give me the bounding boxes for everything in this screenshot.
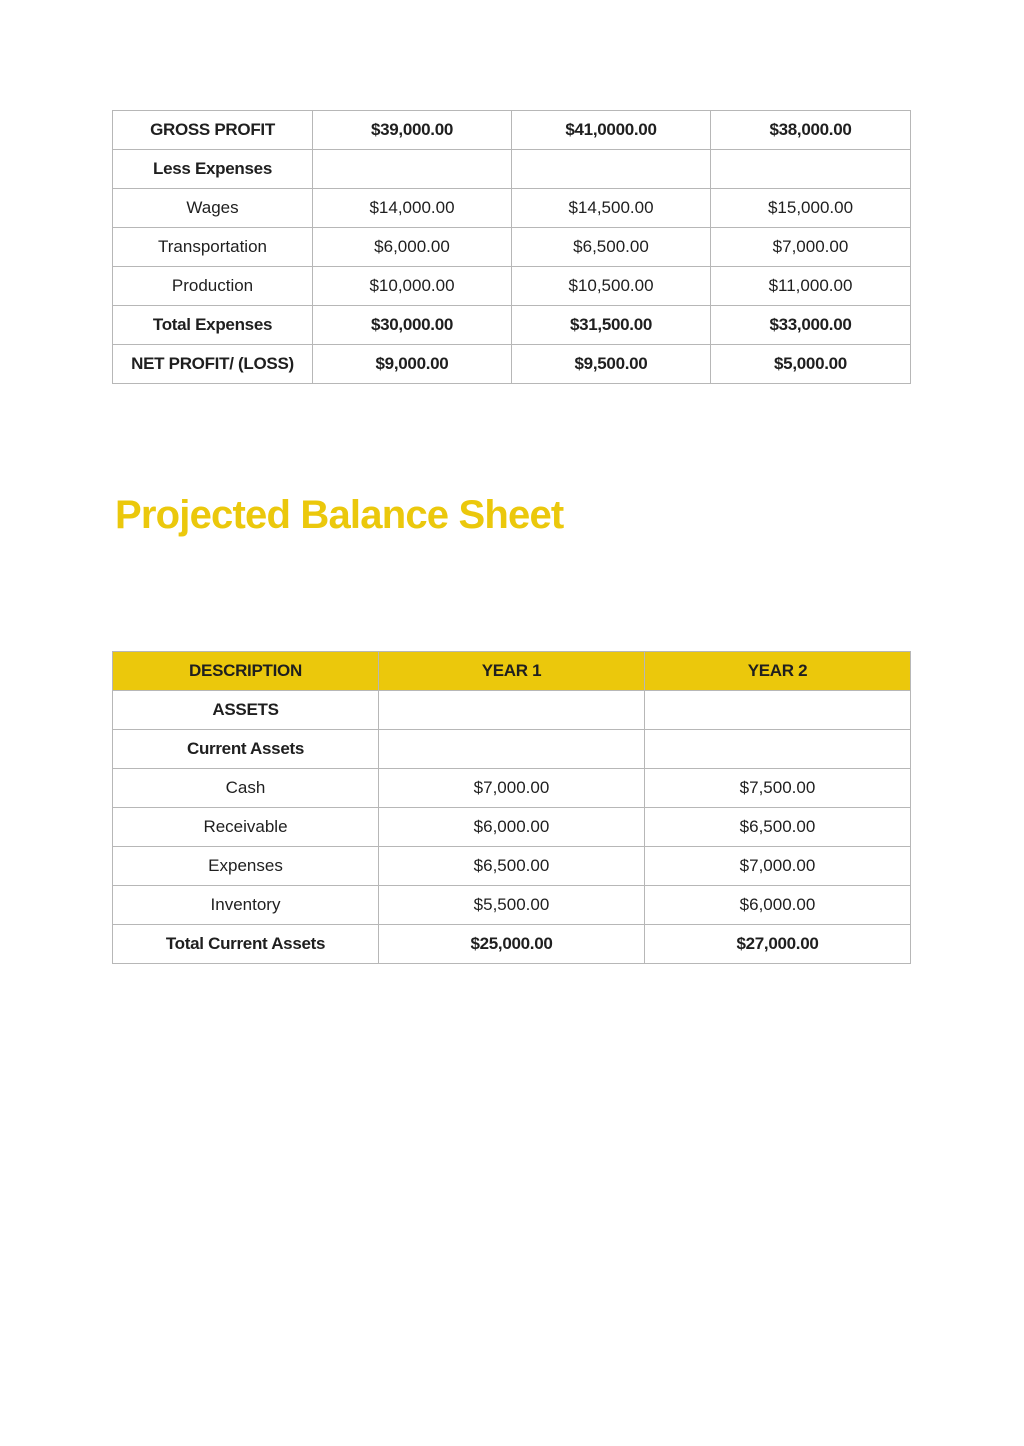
table-row xyxy=(113,267,911,306)
table-cell: $6,500.00 xyxy=(512,228,711,267)
table-row xyxy=(113,886,911,925)
row-label: Receivable xyxy=(113,808,379,847)
table-cell: $7,500.00 xyxy=(645,769,911,808)
table-cell: $6,000.00 xyxy=(313,228,512,267)
table-cell xyxy=(313,150,512,189)
table-cell xyxy=(645,691,911,730)
table-cell: $10,000.00 xyxy=(313,267,512,306)
row-label: Expenses xyxy=(113,847,379,886)
table-cell xyxy=(645,730,911,769)
table-cell: $15,000.00 xyxy=(711,189,911,228)
section-title: Projected Balance Sheet xyxy=(115,493,564,537)
table-cell: $7,000.00 xyxy=(645,847,911,886)
table-cell: $39,000.00 xyxy=(313,111,512,150)
table-cell: $33,000.00 xyxy=(711,306,911,345)
table-cell xyxy=(379,691,645,730)
table-row xyxy=(113,150,911,189)
table-row xyxy=(113,730,911,769)
row-label: Production xyxy=(113,267,313,306)
table-row xyxy=(113,769,911,808)
table-cell: $27,000.00 xyxy=(645,925,911,964)
table-cell: $30,000.00 xyxy=(313,306,512,345)
row-label: Less Expenses xyxy=(113,150,313,189)
table-cell: $7,000.00 xyxy=(711,228,911,267)
row-label: Total Current Assets xyxy=(113,925,379,964)
row-label: NET PROFIT/ (LOSS) xyxy=(113,345,313,384)
table-cell: $9,500.00 xyxy=(512,345,711,384)
row-label: Total Expenses xyxy=(113,306,313,345)
table-cell: $7,000.00 xyxy=(379,769,645,808)
table-row xyxy=(113,691,911,730)
table-cell: $6,500.00 xyxy=(645,808,911,847)
table-cell: $38,000.00 xyxy=(711,111,911,150)
row-label: Inventory xyxy=(113,886,379,925)
table-cell: $6,500.00 xyxy=(379,847,645,886)
row-label: Cash xyxy=(113,769,379,808)
table-cell: $25,000.00 xyxy=(379,925,645,964)
column-header-year-1: YEAR 1 xyxy=(379,652,645,691)
table-cell: $14,500.00 xyxy=(512,189,711,228)
column-header-description: DESCRIPTION xyxy=(113,652,379,691)
table-row xyxy=(113,189,911,228)
table-cell: $9,000.00 xyxy=(313,345,512,384)
table-cell xyxy=(379,730,645,769)
table-row xyxy=(113,306,911,345)
table-cell xyxy=(512,150,711,189)
column-header-year-2: YEAR 2 xyxy=(645,652,911,691)
row-label: Transportation xyxy=(113,228,313,267)
table-row xyxy=(113,847,911,886)
profit-loss-table xyxy=(112,110,911,384)
table-cell: $14,000.00 xyxy=(313,189,512,228)
table-cell: $5,500.00 xyxy=(379,886,645,925)
table-row xyxy=(113,345,911,384)
table-cell xyxy=(711,150,911,189)
table-cell: $41,0000.00 xyxy=(512,111,711,150)
table-cell: $10,500.00 xyxy=(512,267,711,306)
table-cell: $31,500.00 xyxy=(512,306,711,345)
table-row xyxy=(113,808,911,847)
table-cell: $11,000.00 xyxy=(711,267,911,306)
table-cell: $6,000.00 xyxy=(645,886,911,925)
balance-sheet-table xyxy=(112,651,911,964)
row-label: ASSETS xyxy=(113,691,379,730)
table-header-row xyxy=(113,652,911,691)
row-label: Current Assets xyxy=(113,730,379,769)
table-row xyxy=(113,111,911,150)
table-row xyxy=(113,925,911,964)
table-cell: $6,000.00 xyxy=(379,808,645,847)
row-label: Wages xyxy=(113,189,313,228)
row-label: GROSS PROFIT xyxy=(113,111,313,150)
table-cell: $5,000.00 xyxy=(711,345,911,384)
table-row xyxy=(113,228,911,267)
